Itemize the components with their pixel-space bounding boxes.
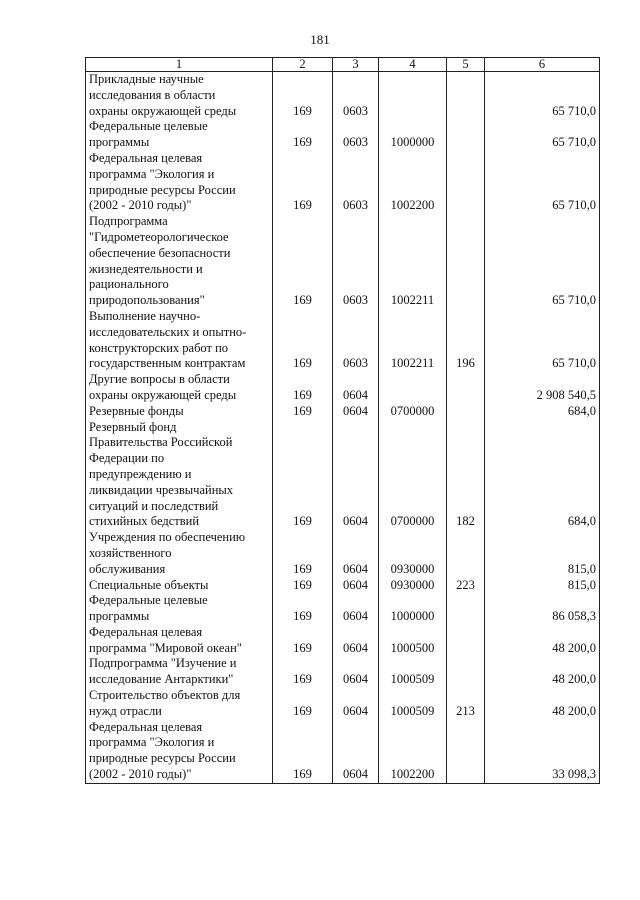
row-code-2-cell: 169 bbox=[273, 420, 333, 531]
table-row bbox=[86, 309, 600, 372]
row-amount-cell: 65 710,0 bbox=[485, 119, 600, 151]
row-code-4-cell: 0700000 bbox=[379, 420, 447, 531]
row-code-5-cell bbox=[447, 72, 485, 120]
row-code-2-cell: 169 bbox=[273, 214, 333, 309]
row-amount-cell: 815,0 bbox=[485, 578, 600, 594]
row-code-2-cell: 169 bbox=[273, 404, 333, 420]
row-name-cell: Выполнение научно- исследовательских и опытно- конструкторских работ по государственным контрактам bbox=[86, 309, 273, 372]
row-code-3-cell: 0603 bbox=[333, 119, 379, 151]
table-row bbox=[86, 404, 600, 420]
column-header-2: 2 bbox=[273, 58, 333, 72]
row-code-5-cell: 182 bbox=[447, 420, 485, 531]
row-code-5-cell bbox=[447, 593, 485, 625]
row-code-4-cell: 1002211 bbox=[379, 309, 447, 372]
row-code-4-cell: 1002200 bbox=[379, 151, 447, 214]
row-amount-cell: 48 200,0 bbox=[485, 656, 600, 688]
row-code-5-cell bbox=[447, 530, 485, 577]
row-code-4-cell: 1000509 bbox=[379, 688, 447, 720]
row-code-4-cell: 1000509 bbox=[379, 656, 447, 688]
row-name-cell: Федеральная целевая программа "Экология и природные ресурсы России (2002 - 2010 годы)" bbox=[86, 720, 273, 784]
row-name-cell: Подпрограмма "Изучение и исследование Антарктики" bbox=[86, 656, 273, 688]
row-name-cell: Другие вопросы в области охраны окружающей среды bbox=[86, 372, 273, 404]
row-code-2-cell: 169 bbox=[273, 372, 333, 404]
row-amount-cell: 86 058,3 bbox=[485, 593, 600, 625]
row-code-5-cell: 196 bbox=[447, 309, 485, 372]
row-code-2-cell: 169 bbox=[273, 151, 333, 214]
row-code-2-cell: 169 bbox=[273, 593, 333, 625]
column-header-6: 6 bbox=[485, 58, 600, 72]
row-code-4-cell: 0930000 bbox=[379, 530, 447, 577]
table-row bbox=[86, 420, 600, 531]
row-name-cell: Специальные объекты bbox=[86, 578, 273, 594]
page-number: 181 bbox=[310, 32, 330, 47]
row-name-cell: Строительство объектов для нужд отрасли bbox=[86, 688, 273, 720]
row-name-cell: Федеральные целевые программы bbox=[86, 593, 273, 625]
row-code-4-cell: 1002211 bbox=[379, 214, 447, 309]
table-header-row bbox=[86, 58, 600, 72]
row-code-2-cell: 169 bbox=[273, 688, 333, 720]
row-code-4-cell: 1000000 bbox=[379, 593, 447, 625]
row-amount-cell: 65 710,0 bbox=[485, 214, 600, 309]
row-amount-cell: 65 710,0 bbox=[485, 151, 600, 214]
row-code-2-cell: 169 bbox=[273, 530, 333, 577]
row-code-5-cell bbox=[447, 656, 485, 688]
row-code-5-cell bbox=[447, 214, 485, 309]
row-code-5-cell bbox=[447, 151, 485, 214]
row-code-5-cell bbox=[447, 720, 485, 784]
row-amount-cell: 684,0 bbox=[485, 404, 600, 420]
row-code-5-cell bbox=[447, 372, 485, 404]
column-header-3: 3 bbox=[333, 58, 379, 72]
row-code-4-cell bbox=[379, 372, 447, 404]
row-code-3-cell: 0603 bbox=[333, 214, 379, 309]
row-code-3-cell: 0604 bbox=[333, 404, 379, 420]
row-code-3-cell: 0604 bbox=[333, 656, 379, 688]
row-code-5-cell: 213 bbox=[447, 688, 485, 720]
row-name-cell: Прикладные научные исследования в области охраны окружающей среды bbox=[86, 72, 273, 120]
row-amount-cell: 48 200,0 bbox=[485, 625, 600, 657]
row-code-2-cell: 169 bbox=[273, 309, 333, 372]
table-row bbox=[86, 656, 600, 688]
table-row bbox=[86, 119, 600, 151]
row-code-2-cell: 169 bbox=[273, 656, 333, 688]
row-code-3-cell: 0604 bbox=[333, 372, 379, 404]
table-row bbox=[86, 720, 600, 784]
column-header-5: 5 bbox=[447, 58, 485, 72]
row-name-cell: Резервные фонды bbox=[86, 404, 273, 420]
row-amount-cell: 48 200,0 bbox=[485, 688, 600, 720]
row-code-4-cell: 0700000 bbox=[379, 404, 447, 420]
row-code-2-cell: 169 bbox=[273, 578, 333, 594]
table-row bbox=[86, 625, 600, 657]
row-code-4-cell: 1002200 bbox=[379, 720, 447, 784]
row-name-cell: Учреждения по обеспечению хозяйственного обслуживания bbox=[86, 530, 273, 577]
row-name-cell: Подпрограмма "Гидрометеорологическое обеспечение безопасности жизнедеятельности и рационального природопользования" bbox=[86, 214, 273, 309]
row-code-3-cell: 0604 bbox=[333, 720, 379, 784]
row-code-5-cell bbox=[447, 119, 485, 151]
row-code-3-cell: 0604 bbox=[333, 688, 379, 720]
table-row bbox=[86, 593, 600, 625]
row-code-3-cell: 0603 bbox=[333, 309, 379, 372]
row-amount-cell: 65 710,0 bbox=[485, 72, 600, 120]
table-row bbox=[86, 688, 600, 720]
row-code-3-cell: 0604 bbox=[333, 578, 379, 594]
row-code-2-cell: 169 bbox=[273, 72, 333, 120]
row-code-2-cell: 169 bbox=[273, 625, 333, 657]
row-code-3-cell: 0604 bbox=[333, 420, 379, 531]
row-code-3-cell: 0603 bbox=[333, 72, 379, 120]
table-row bbox=[86, 578, 600, 594]
column-header-4: 4 bbox=[379, 58, 447, 72]
row-code-4-cell bbox=[379, 72, 447, 120]
budget-table-body bbox=[86, 72, 600, 784]
row-amount-cell: 815,0 bbox=[485, 530, 600, 577]
row-code-2-cell: 169 bbox=[273, 119, 333, 151]
row-amount-cell: 684,0 bbox=[485, 420, 600, 531]
row-code-3-cell: 0604 bbox=[333, 625, 379, 657]
column-header-1: 1 bbox=[86, 58, 273, 72]
table-row bbox=[86, 72, 600, 120]
table-row bbox=[86, 530, 600, 577]
row-name-cell: Федеральная целевая программа "Экология и природные ресурсы России (2002 - 2010 годы)" bbox=[86, 151, 273, 214]
row-amount-cell: 33 098,3 bbox=[485, 720, 600, 784]
row-amount-cell: 65 710,0 bbox=[485, 309, 600, 372]
row-name-cell: Федеральная целевая программа "Мировой океан" bbox=[86, 625, 273, 657]
table-row bbox=[86, 372, 600, 404]
row-code-3-cell: 0604 bbox=[333, 593, 379, 625]
row-code-4-cell: 1000000 bbox=[379, 119, 447, 151]
row-code-5-cell bbox=[447, 625, 485, 657]
table-row bbox=[86, 151, 600, 214]
row-code-5-cell: 223 bbox=[447, 578, 485, 594]
budget-table bbox=[85, 57, 600, 784]
row-code-3-cell: 0603 bbox=[333, 151, 379, 214]
table-row bbox=[86, 214, 600, 309]
row-code-5-cell bbox=[447, 404, 485, 420]
row-name-cell: Федеральные целевые программы bbox=[86, 119, 273, 151]
row-code-4-cell: 0930000 bbox=[379, 578, 447, 594]
row-code-2-cell: 169 bbox=[273, 720, 333, 784]
row-code-4-cell: 1000500 bbox=[379, 625, 447, 657]
row-code-3-cell: 0604 bbox=[333, 530, 379, 577]
row-amount-cell: 2 908 540,5 bbox=[485, 372, 600, 404]
row-name-cell: Резервный фонд Правительства Российской Федерации по предупреждению и ликвидации чрезвычайных ситуаций и последствий стихийных бедствий bbox=[86, 420, 273, 531]
